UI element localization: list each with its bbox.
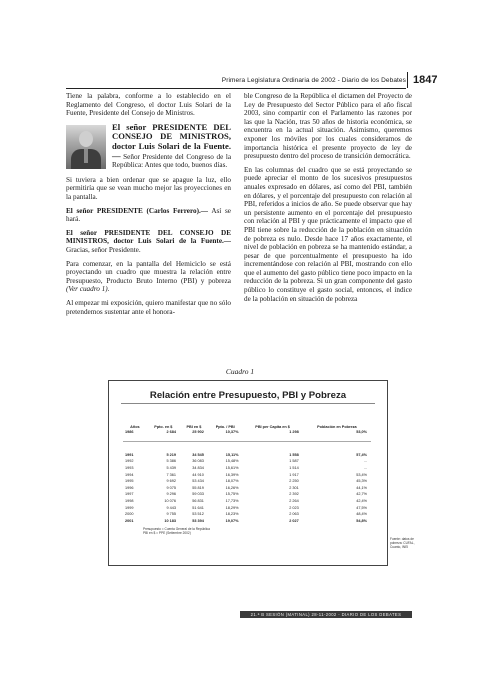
left-column bbox=[66, 92, 231, 321]
gdp-cell: 34 545 bbox=[192, 452, 204, 457]
note-line: Presupuesto = Cuenta General de la República bbox=[143, 527, 210, 531]
ratio-cell: 18,07% bbox=[225, 479, 239, 484]
speaker-photo bbox=[66, 125, 106, 169]
speaker-text: Señor Presidente del Congreso de la República: Antes que todo, buenos días. bbox=[112, 152, 231, 170]
table-row bbox=[123, 478, 371, 485]
speaker-name: El señor PRESIDENTE DEL CONSEJO DE MINISTROS, doctor Luis Solari de la Fuente.— bbox=[66, 228, 231, 246]
ratio-cell: 15,11% bbox=[225, 452, 239, 457]
figure-caption: Cuadro 1 bbox=[225, 367, 255, 376]
table-row bbox=[123, 458, 371, 465]
table-row bbox=[123, 491, 371, 498]
gdp-per-capita-cell: 1 917 bbox=[289, 472, 299, 477]
table-row bbox=[123, 471, 371, 478]
gdp-per-capita-cell: 2 392 bbox=[289, 492, 299, 497]
gdp-per-capita-cell: 2 063 bbox=[289, 512, 299, 517]
year-cell: 1998 bbox=[125, 499, 134, 504]
poverty-cell: 54,8% bbox=[356, 518, 367, 523]
year-cell: 1986 bbox=[125, 430, 134, 435]
gdp-per-capita-cell: 2 027 bbox=[289, 518, 299, 523]
gdp-per-capita-cell: 1 298 bbox=[289, 430, 299, 435]
gdp-cell: 36 083 bbox=[192, 459, 204, 464]
running-header: Primera Legislatura Ordinaria de 2002 - Diario de los Debates bbox=[221, 77, 406, 84]
gdp-cell: 55 819 bbox=[192, 485, 204, 490]
paragraph: ble Congreso de la República el dictamen del Proyecto de Ley de Presupuesto del Sector Público para el año fiscal 2003, sino compartir con el Parlamento las razones por las que la Nación, tras 50 años de historia económica, se encuentra en la actual situación. Asimismo, queremos exponer los móviles por los cuales consideramos de importancia histórica el presente proyecto de ley de presupuesto dentro del proceso de transición democrática. bbox=[244, 92, 412, 161]
data-table bbox=[123, 411, 371, 524]
year-cell: 2000 bbox=[125, 512, 134, 517]
spacer-row bbox=[123, 441, 371, 452]
figure-title: Relación entre Presupuesto, PBI y Pobreza bbox=[149, 390, 347, 401]
gdp-per-capita-cell: 2 250 bbox=[289, 479, 299, 484]
source-note: Fuente: datos de pobreza: CUFAL, Cuanto, INEI bbox=[390, 537, 415, 549]
speaker-text: Gracias, señor Presidente. bbox=[66, 245, 141, 254]
intro-paragraph: Tiene la palabra, conforme a lo establecido en el Reglamento del Congreso, el doctor Luis Solari de la Fuente, Presidente del Consejo de Ministros. bbox=[66, 92, 231, 118]
year-cell: 1999 bbox=[125, 505, 134, 510]
budget-cell: 9 296 bbox=[166, 492, 176, 497]
budget-cell: 10 183 bbox=[164, 518, 176, 523]
paragraph bbox=[66, 260, 231, 294]
note-line: PBI en $ = PPE (Setiembre 2002) bbox=[143, 531, 191, 536]
table-row bbox=[123, 511, 371, 518]
paragraph-text: Para comenzar, en la pantalla del Hemiciclo se está proyectando un cuadro que muestra la relación entre Presupuesto, Producto Bruto Interno (PBI) y pobreza bbox=[66, 259, 231, 285]
dialogue-paragraph bbox=[66, 207, 231, 224]
ratio-cell: 15,61% bbox=[225, 466, 239, 471]
gdp-per-capita-cell: 1 514 bbox=[289, 466, 299, 471]
year-cell: 1992 bbox=[125, 459, 134, 464]
page-footer: 21.ª B SESIÓN (MATINAL) 28-11-2002 - DIARIO DE LOS DEBATES bbox=[240, 611, 412, 618]
speaker-block bbox=[66, 123, 231, 171]
budget-cell: 9 075 bbox=[166, 485, 176, 490]
gdp-per-capita-cell: 1 558 bbox=[289, 452, 299, 457]
poverty-cell: 48,4% bbox=[356, 512, 367, 517]
title-rule bbox=[121, 403, 375, 404]
poverty-cell: 57,4% bbox=[356, 452, 367, 457]
poverty-cell: 42,4% bbox=[356, 499, 367, 504]
year-cell: 2001 bbox=[125, 518, 134, 523]
table-header-row bbox=[123, 411, 371, 429]
gdp-cell: 56 831 bbox=[192, 499, 204, 504]
year-cell: 1993 bbox=[125, 466, 134, 471]
gdp-cell: 53 512 bbox=[192, 512, 204, 517]
year-cell: 1994 bbox=[125, 472, 134, 477]
figure-table-box bbox=[108, 380, 388, 566]
ratio-cell: 10,37% bbox=[225, 430, 239, 435]
column-header: Ppto. en $ bbox=[154, 425, 173, 429]
budget-cell: 9 443 bbox=[166, 505, 176, 510]
budget-cell: 2 684 bbox=[166, 430, 176, 435]
table-row bbox=[123, 452, 371, 459]
paragraph: En las columnas del cuadro que se está proyectando se puede apreciar el monto de los sucesivos presupuestos anuales expresado en dólares, así como del PBI, también en dólares, y el porcentaje del presupuesto con relación al PBI, referidos a inicios de año. Se puede observar que hay un persistente aumento en el porcentaje del presupuesto con relación al PBI y que prácticamente el impacto que el PBI tiene sobre la reducción de la población en situación de pobreza es nulo. Desde hace 17 años exactamente, el nivel de población en pobreza se ha mantenido estándar, a pesar de que porcentualmente el presupuesto ha ido incrementándose con relación al PBI, mostrando con ello que el aumento del gasto público tiene poco impacto en la reducción de la pobreza. Si un gran componente del gasto público lo constituye el gasto social, entonces, el índice de la población en situación de pobreza bbox=[244, 165, 412, 303]
paragraph: Si tuviera a bien ordenar que se apague la luz, ello permitiría que se vean mucho mejor las proyecciones en la pantalla. bbox=[66, 175, 231, 201]
gdp-cell: 25 902 bbox=[192, 430, 204, 435]
dialogue-paragraph bbox=[66, 229, 231, 255]
budget-cell: 10 076 bbox=[164, 499, 176, 504]
budget-cell: 7 361 bbox=[166, 472, 176, 477]
year-cell: 1997 bbox=[125, 492, 134, 497]
table-row bbox=[123, 485, 371, 492]
table-body bbox=[123, 429, 371, 524]
ratio-cell: 18,23% bbox=[225, 512, 239, 517]
poverty-cell: 42,7% bbox=[356, 492, 367, 497]
gdp-per-capita-cell: 2 301 bbox=[289, 485, 299, 490]
speaker-name: El señor PRESIDENTE DEL CONSEJO DE MINISTROS, doctor Luis Solari de la Fuente.— bbox=[112, 122, 231, 161]
ratio-cell: 17,73% bbox=[225, 499, 239, 504]
right-column bbox=[244, 92, 412, 308]
gdp-cell: 59 033 bbox=[192, 492, 204, 497]
budget-cell: 5 439 bbox=[166, 466, 176, 471]
gdp-cell: 53 434 bbox=[192, 479, 204, 484]
column-header: PBI en $ bbox=[186, 425, 202, 429]
poverty-cell: ... bbox=[363, 459, 367, 464]
figure-reference: (Ver cuadro 1). bbox=[66, 285, 110, 294]
table-row bbox=[123, 465, 371, 472]
page-number: 1847 bbox=[407, 72, 453, 88]
ratio-cell: 16,26% bbox=[225, 485, 239, 490]
gdp-per-capita-cell: 1 587 bbox=[289, 459, 299, 464]
poverty-cell: 44,1% bbox=[356, 485, 367, 490]
column-header: Años bbox=[130, 425, 140, 429]
paragraph: Al empezar mi exposición, quiero manifestar que no sólo pretendemos sustentar ante el honora- bbox=[66, 298, 231, 316]
year-cell: 1991 bbox=[125, 452, 134, 457]
table-row bbox=[123, 518, 371, 525]
poverty-cell: 45,3% bbox=[356, 479, 367, 484]
column-header: Población en Pobreza bbox=[317, 425, 357, 429]
gdp-per-capita-cell: 2 023 bbox=[289, 505, 299, 510]
ratio-cell: 18,29% bbox=[225, 505, 239, 510]
gdp-per-capita-cell: 2 264 bbox=[289, 499, 299, 504]
budget-cell: 5 219 bbox=[166, 452, 176, 457]
budget-cell: 9 755 bbox=[166, 512, 176, 517]
speaker-text: Así se hará. bbox=[66, 206, 231, 224]
budget-cell: 9 692 bbox=[166, 479, 176, 484]
table-row bbox=[123, 504, 371, 511]
ratio-cell: 15,48% bbox=[225, 459, 239, 464]
year-cell: 1995 bbox=[125, 479, 134, 484]
header-rule bbox=[66, 88, 406, 89]
gdp-cell: 44 910 bbox=[192, 472, 204, 477]
table-row bbox=[123, 498, 371, 505]
speaker-name: El señor PRESIDENTE (Carlos Ferrero).— bbox=[66, 206, 208, 215]
ratio-cell: 19,07% bbox=[225, 518, 239, 523]
gdp-cell: 34 834 bbox=[192, 466, 204, 471]
ratio-cell: 16,39% bbox=[225, 472, 239, 477]
column-header: PBI per Capita en $ bbox=[255, 425, 290, 429]
table-row bbox=[123, 429, 371, 436]
gdp-cell: 53 394 bbox=[192, 518, 204, 523]
gdp-cell: 51 641 bbox=[192, 505, 204, 510]
table-note bbox=[143, 527, 263, 535]
column-header: Ppto. / PBI bbox=[215, 425, 235, 429]
ratio-cell: 15,75% bbox=[225, 492, 239, 497]
poverty-cell: 53,0% bbox=[356, 430, 367, 435]
budget-cell: 5 386 bbox=[166, 459, 176, 464]
poverty-cell: 53,4% bbox=[356, 472, 367, 477]
year-cell: 1996 bbox=[125, 485, 134, 490]
poverty-cell: 47,5% bbox=[356, 505, 367, 510]
poverty-cell: ... bbox=[363, 466, 367, 471]
